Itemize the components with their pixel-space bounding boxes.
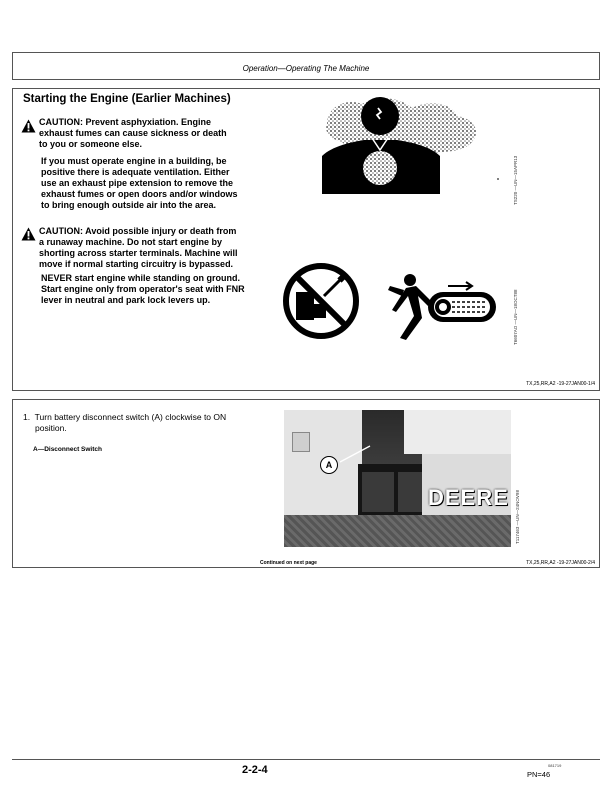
section-heading: Starting the Engine (Earlier Machines) — [23, 93, 231, 105]
footer-rule — [12, 759, 600, 760]
caution-1: CAUTION: Prevent asphyxiation. Engine exhaust fumes can cause sickness or death to you or someone else. — [39, 117, 227, 149]
battery-photo — [284, 410, 511, 547]
warning-icon — [21, 119, 36, 133]
no-shorting-pictogram — [282, 262, 360, 340]
callout-leader — [284, 410, 511, 547]
caution-2: CAUTION: Avoid possible injury or death from a runaway machine. Do not start engine by shorting across starter terminals. Machine will move if normal starting circuitry is bypassed. — [39, 226, 238, 269]
figure-3-code: T117463 —UN—24NOV98 — [515, 490, 520, 544]
continued-note: Continued on next page — [260, 560, 317, 566]
section-2-ref-code: TX,25,RR,A2 -19-27JAN00-2/4 — [526, 560, 595, 566]
step-1: 1. Turn battery disconnect switch (A) clockwise to ON position. — [23, 412, 227, 433]
warning-icon — [21, 227, 36, 241]
runaway-machine-pictogram — [382, 266, 500, 344]
footer-pn: PN=46 — [527, 770, 551, 779]
section-1-ref-code: TX,25,RR,A2 -19-27JAN00-1/4 — [526, 381, 595, 387]
start-paragraph: NEVER start engine while standing on ground. Start engine only from operator's seat with FNR lever in neutral and park lock levers up. — [41, 273, 245, 305]
header-title: Operation—Operating The Machine — [242, 64, 370, 73]
callout-a-label: A — [325, 460, 333, 470]
photo-brand-text: DEERE — [428, 485, 509, 510]
exhaust-fumes-pictogram — [322, 94, 512, 204]
figure-2-code: T6607AO —UN—18OCT88 — [513, 289, 518, 345]
callout-a-badge — [320, 456, 338, 474]
legend-disconnect-switch: A—Disconnect Switch — [33, 446, 102, 453]
page-number: 2-2-4 — [242, 764, 268, 776]
ventilation-paragraph: If you must operate engine in a building, be positive there is adequate ventilation. Either use an exhaust pipe extension to remove the exhaust fumes or open doors and/or windows to bring enough outside air into the area. — [41, 156, 238, 210]
footer-small-code: 081719 — [548, 763, 562, 768]
figure-1-code: TS220 —UN—15APR13 — [513, 155, 518, 205]
